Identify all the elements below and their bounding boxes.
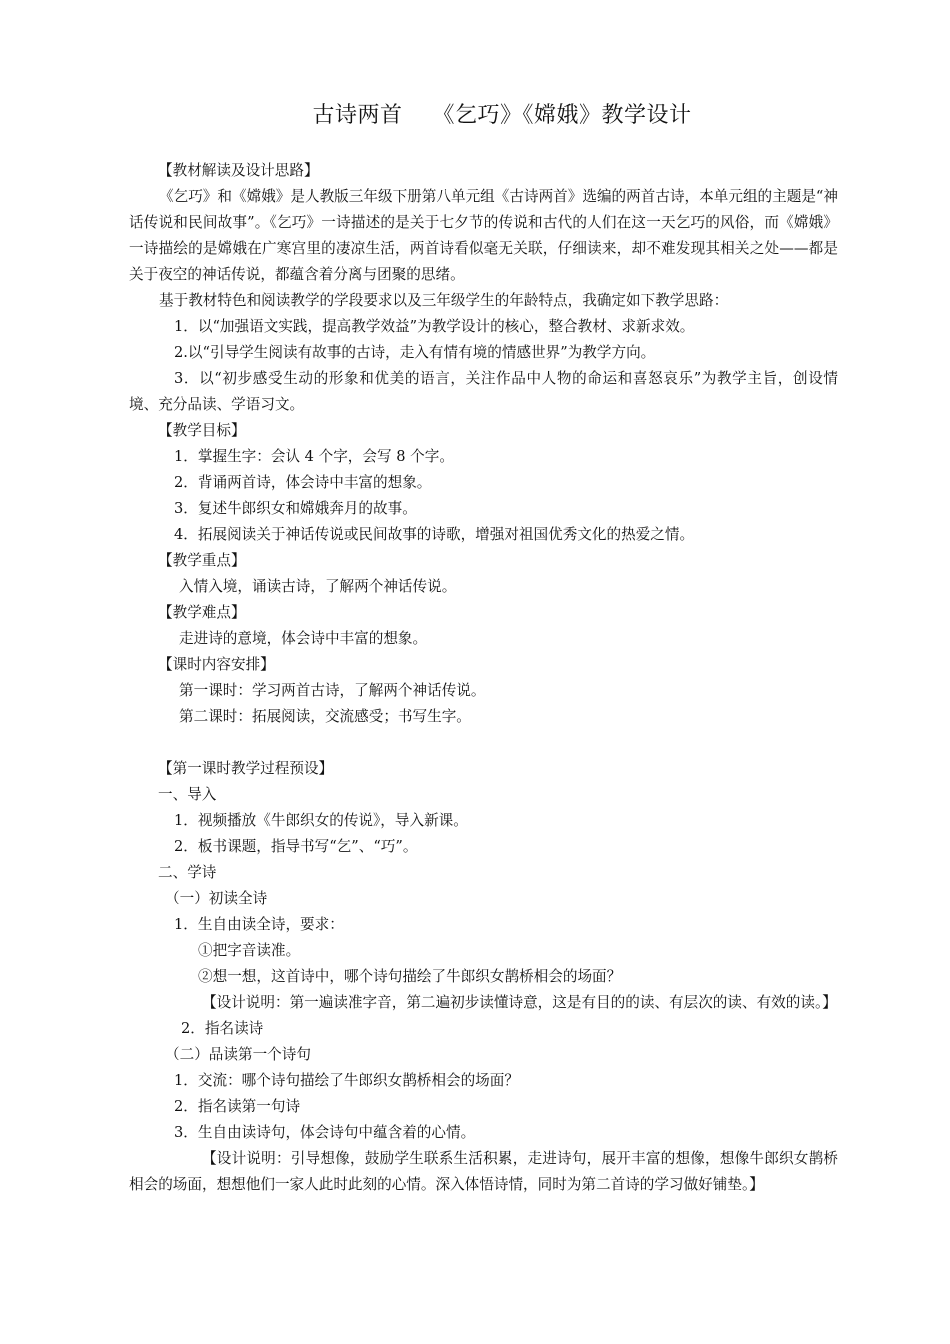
list-item: 1．交流：哪个诗句描绘了牛郎织女鹊桥相会的场面？: [174, 1072, 519, 1089]
section-heading: 【教学难点】: [158, 604, 246, 621]
design-note: 【设计说明：第一遍读准字音，第二遍初步读懂诗意，这是有目的的读、有层次的读、有效的读。】: [202, 994, 837, 1011]
list-item: 1．掌握生字：会认 4 个字，会写 8 个字。: [174, 448, 454, 465]
step-heading: 一、导入: [158, 786, 217, 803]
paragraph: 第二课时：拓展阅读，交流感受；书写生字。: [179, 708, 471, 725]
list-item: 2．指名读第一句诗: [174, 1098, 301, 1115]
paragraph: 入情入境，诵读古诗，了解两个神话传说。: [179, 578, 457, 595]
list-item: 3．复述牛郎织女和嫦娥奔月的故事。: [174, 500, 417, 517]
substep-heading: （一）初读全诗: [165, 890, 268, 907]
paragraph: 第一课时：学习两首古诗，了解两个神话传说。: [179, 682, 486, 699]
list-item: ①把字音读准。: [198, 942, 301, 959]
paragraph-intro: 《乞巧》和《嫦娥》是人教版三年级下册第八单元组《古诗两首》选编的两首古诗，本单元组的主题是“神话传说和民间故事”。《乞巧》一诗描述的是关于七夕节的传说和古代的人们在这一天乞巧的风俗，而《嫦娥》一诗描绘的是嫦娥在广寒宫里的凄凉生活，两首诗看似毫无关联，仔细读来，却不难发现其相关之处——都是关于夜空的神话传说，都蕴含着分离与团聚的思绪。: [129, 188, 838, 283]
list-item: ②想一想，这首诗中，哪个诗句描绘了牛郎织女鹊桥相会的场面？: [198, 968, 622, 985]
step-heading: 二、学诗: [158, 864, 217, 881]
document-title: 古诗两首 《乞巧》《嫦娥》教学设计: [312, 103, 692, 128]
section-heading: 【教学目标】: [158, 422, 246, 439]
section-heading: 【课时内容安排】: [158, 656, 275, 673]
design-note: 【设计说明：引导想像，鼓励学生联系生活积累，走进诗句，展开丰富的想像，想像牛郎织女鹊桥相会的场面，想想他们一家人此时此刻的心情。深入体悟诗情，同时为第二首诗的学习做好铺垫。】: [129, 1150, 838, 1193]
document-body: [129, 158, 838, 1198]
list-item: 1．视频播放《牛郎织女的传说》，导入新课。: [174, 812, 468, 829]
list-item: 3．生自由读诗句，体会诗句中蕴含着的心情。: [174, 1124, 476, 1141]
list-item: 2．背诵两首诗，体会诗中丰富的想象。: [174, 474, 432, 491]
list-item: 1．以“加强语文实践，提高教学效益”为教学设计的核心，整合教材、求新求效。: [174, 318, 695, 335]
substep-heading: （二）品读第一个诗句: [165, 1046, 311, 1063]
list-item: 1．生自由读全诗，要求：: [174, 916, 344, 933]
list-item: 2．指名读诗: [181, 1020, 264, 1037]
section-heading: 【教学重点】: [158, 552, 246, 569]
list-item: 4．拓展阅读关于神话传说或民间故事的诗歌，增强对祖国优秀文化的热爱之情。: [174, 526, 695, 543]
list-item: 3．以“初步感受生动的形象和优美的语言，关注作品中人物的命运和喜怒哀乐”为教学主旨，创设情境、充分品读、学语习文。: [129, 370, 838, 413]
paragraph: 走进诗的意境，体会诗中丰富的想象。: [179, 630, 428, 647]
list-item: 2.以“引导学生阅读有故事的古诗，走入有情有境的情感世界”为教学方向。: [174, 344, 656, 361]
section-heading: 【第一课时教学过程预设】: [158, 760, 334, 777]
section-heading: 【教材解读及设计思路】: [158, 162, 319, 179]
paragraph-approach: 基于教材特色和阅读教学的学段要求以及三年级学生的年龄特点，我确定如下教学思路：: [159, 292, 729, 309]
list-item: 2．板书课题，指导书写“乞”、“巧”。: [174, 838, 418, 855]
